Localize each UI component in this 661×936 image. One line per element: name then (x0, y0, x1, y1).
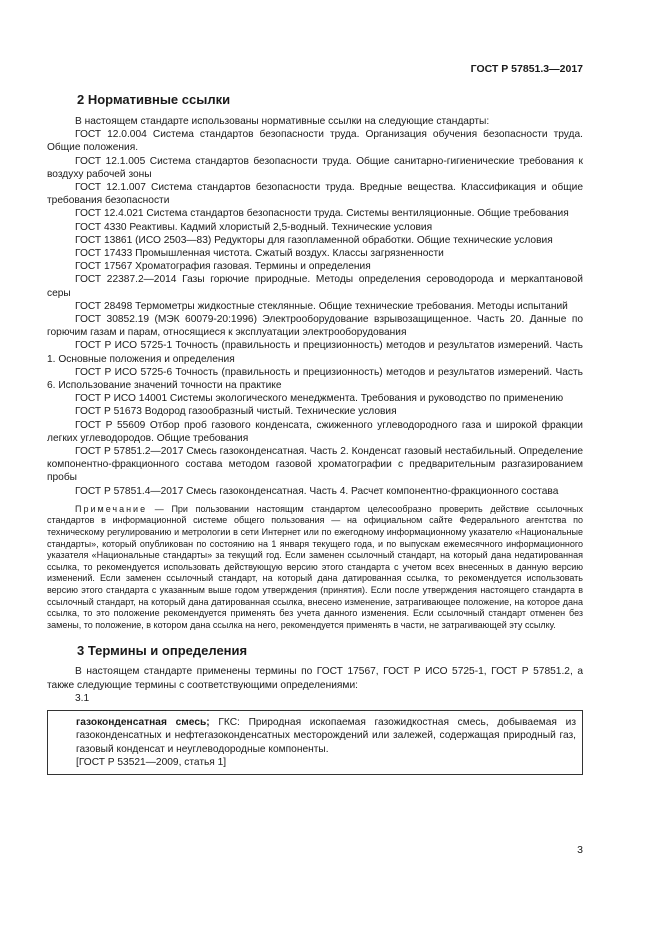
reference-item: ГОСТ 12.4.021 Система стандартов безопасности труда. Системы вентиляционные. Общие требования (75, 208, 569, 220)
reference-item: ГОСТ 22387.2—2014 Газы горючие природные. Методы определения сероводорода и меркаптановой серы (47, 274, 583, 299)
term-number: 3.1 (75, 692, 90, 704)
reference-item: ГОСТ Р ИСО 5725-1 Точность (правильность и прецизионность) методов и результатов измерений. Часть 1. Основные положения и определения (47, 340, 583, 365)
term-definition: ГКС: Природная ископаемая газожидкостная смесь, добываемая из газоконденсатных и нефтегазоконденсатных месторождений или залежей, содержащая природный газ, газовый конденсат и неуглеводородные компоненты. (76, 717, 576, 755)
reference-item: ГОСТ 4330 Реактивы. Кадмий хлористый 2,5-водный. Технические условия (75, 221, 433, 233)
reference-item: ГОСТ 30852.19 (МЭК 60079-20:1996) Электрооборудование взрывозащищенное. Часть 20. Данные по горючим газам и парам, относящиеся к эксплуатации электрооборудования (47, 314, 583, 339)
reference-item: ГОСТ Р 51673 Водород газообразный чистый. Технические условия (75, 406, 397, 418)
reference-item: ГОСТ Р ИСО 5725-6 Точность (правильность и прецизионность) методов и результатов измерений. Часть 6. Использование значений точности на практике (47, 366, 583, 392)
reference-item: ГОСТ Р ИСО 14001 Системы экологического менеджмента. Требования и руководство по применению (75, 393, 564, 405)
page-number: 3 (577, 844, 583, 856)
reference-item: ГОСТ 28498 Термометры жидкостные стеклянные. Общие технические требования. Методы испытаний (75, 300, 568, 312)
reference-item: ГОСТ Р 57851.4—2017 Смесь газоконденсатная. Часть 4. Расчет компонентно-фракционного состава (75, 485, 559, 497)
section-3-title: 3 Термины и определения (77, 643, 248, 659)
document-code: ГОСТ Р 57851.3—2017 (470, 63, 583, 75)
note-text: — При пользовании настоящим стандартом целесообразно проверить действие ссылочных стандартов в информационной системе общего пользования — на официальном сайте Федерального агентства по техническому регулированию и метрологии в сети Интернет или по ежегодному информационному указателю «Национальные стандарты», который опубликован по состоянию на 1 января текущего года, и по выпускам ежемесячного информационного указателя «Национальные стандарты» за текущий год. Если заменен ссылочный стандарт, на который дана недатированная ссылка, то рекомендуется использовать действующую версию этого стандарта с учетом всех внесенных в данную версию изменений. Если заменен ссылочный стандарт, на который дана датированная ссылка, то рекомендуется использовать версию этого стандарта с указанным выше годом утверждения (принятия). Если после утверждения настоящего стандарта в ссылочный стандарт, на который дана датированная ссылка, внесено изменение, затрагивающее положение, на которое дана ссылка, то это положение рекомендуется применять без учета данного изменения. Если ссылочный стандарт отменен без замены, то положение, в котором дана ссылка на него, рекомендуется применять в части, не затрагивающей эту ссылку. (47, 503, 583, 630)
reference-item: ГОСТ Р 55609 Отбор проб газового конденсата, сжиженного углеводородного газа и широкой фракции легких углеводородов. Общие требования (47, 419, 583, 444)
term-source: [ГОСТ Р 53521—2009, статья 1] (76, 757, 227, 769)
reference-item: ГОСТ 12.1.005 Система стандартов безопасности труда. Общие санитарно-гигиенические требования к воздуху рабочей зоны (47, 155, 583, 180)
term-definition-box (47, 710, 583, 775)
reference-item: ГОСТ 13861 (ИСО 2503—83) Редукторы для газопламенной обработки. Общие технические условия (75, 234, 553, 246)
section-2-note (47, 504, 583, 632)
reference-item: ГОСТ Р 57851.2—2017 Смесь газоконденсатная. Часть 2. Конденсат газовый нестабильный. Определение компонентно-фракционного состава методом газовой хроматографии с предварительным разгазированием пробы (47, 446, 583, 484)
term-name: газоконденсатная смесь; (76, 717, 210, 729)
section-2-title: 2 Нормативные ссылки (77, 92, 231, 107)
page-content (47, 90, 583, 775)
section-2-intro: В настоящем стандарте использованы нормативные ссылки на следующие стандарты: (75, 116, 490, 127)
section-3-intro: В настоящем стандарте применены термины по ГОСТ 17567, ГОСТ Р ИСО 5725-1, ГОСТ Р 57851.2, а также следующие термины с соответствующими определениями: (47, 666, 583, 691)
note-label: Примечание (75, 503, 148, 514)
reference-item: ГОСТ 17433 Промышленная чистота. Сжатый воздух. Классы загрязненности (75, 248, 444, 260)
reference-item: ГОСТ 12.1.007 Система стандартов безопасности труда. Вредные вещества. Классификация и общие требования безопасности (47, 182, 583, 207)
reference-item: ГОСТ 12.0.004 Система стандартов безопасности труда. Организация обучения безопасности труда. Общие положения. (47, 129, 583, 154)
reference-item: ГОСТ 17567 Хроматография газовая. Термины и определения (75, 261, 371, 273)
